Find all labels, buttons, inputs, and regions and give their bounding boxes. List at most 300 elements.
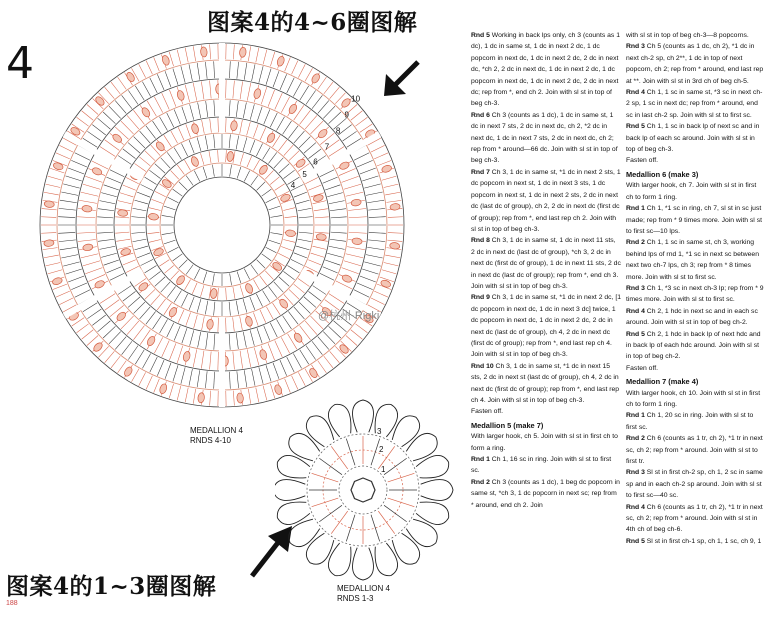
stitch-mark (66, 269, 82, 274)
stitch-mark (281, 337, 289, 353)
stitch-mark (128, 143, 140, 154)
stitch-mark (294, 284, 305, 293)
stitch-mark (141, 259, 154, 265)
stitch-mark (360, 276, 376, 282)
stitch-mark (189, 369, 192, 386)
stitch-mark (384, 505, 407, 521)
stitch-mark (357, 160, 373, 167)
stitch-mark (288, 311, 298, 324)
stitch-mark (205, 371, 207, 388)
stitch-mark (179, 260, 187, 268)
stitch-mark (97, 217, 113, 218)
stitch-mark (329, 326, 341, 338)
instruction-line: Fasten off. (471, 408, 503, 416)
popcorn-stitch-mark (338, 343, 350, 355)
stitch-mark (133, 326, 144, 340)
stitch-mark (174, 290, 181, 302)
stitch-mark (330, 87, 340, 98)
round-number-label: 2 (379, 445, 384, 454)
stitch-mark (355, 324, 367, 333)
stitch-mark (194, 171, 199, 182)
stitch-mark (148, 232, 160, 233)
stitch-mark (154, 379, 160, 393)
stitch-mark (298, 279, 309, 287)
popcorn-stitch-mark (155, 140, 166, 152)
round-text: Working in back lps only, ch 3 (counts as 1 dc), 1 dc in same st, 1 dc in next 2 dc, 1 dc popcorn in next dc, 1 dc in next 2 dc, 2 dc in next dc, *ch 2, 2 dc in next dc, 1 dc in next 2 dc, 1 dc popcorn in next dc, 1 dc in next 2 dc, 2 dc in next dc; rep from *, end ch 2. Join with sl st in top of beg ch-3. (471, 32, 620, 108)
stitch-mark (324, 82, 333, 94)
stitch-mark (79, 200, 97, 203)
stitch-mark (229, 302, 230, 316)
stitch-mark (123, 149, 136, 159)
stitch-mark (366, 192, 383, 195)
stitch-mark (240, 351, 243, 369)
stitch-mark (257, 182, 265, 190)
stitch-mark (186, 265, 193, 275)
round-text: Ch 2, 1 hdc in next sc and in each sc around. Join with sl st in top of beg ch-2. (626, 307, 758, 327)
stitch-mark (260, 310, 266, 323)
stitch-mark (154, 57, 160, 71)
stitch-mark (44, 192, 59, 195)
stitch-mark (331, 446, 347, 469)
stitch-mark (127, 321, 139, 335)
stitch-mark (98, 239, 114, 241)
stitch-mark (237, 167, 241, 178)
popcorn-stitch-mark (390, 203, 401, 210)
stitch-mark (236, 136, 239, 150)
stitch-mark (205, 62, 207, 79)
stitch-mark (118, 201, 132, 204)
stitch-mark (270, 52, 274, 66)
stitch-mark (174, 148, 181, 160)
round-label: Rnd 10 (471, 362, 494, 370)
stitch-mark (68, 276, 84, 282)
stitch-mark (364, 262, 380, 266)
stitch-mark (268, 286, 276, 297)
stitch-mark (279, 164, 289, 173)
stitch-mark (149, 208, 161, 211)
stitch-mark (268, 90, 275, 107)
round-label: Rnd 5 (626, 537, 645, 545)
stitch-mark (104, 260, 119, 265)
stitch-mark (253, 313, 258, 326)
stitch-mark (105, 300, 120, 311)
stitch-mark (185, 48, 188, 63)
stitch-mark (137, 253, 150, 258)
round-instruction (471, 477, 621, 511)
popcorn-stitch-mark (123, 366, 134, 378)
round-text: Sl st in first ch-2 sp, ch 1, 2 sc in same sp and in each ch-2 sp around. Join with sl st to first sc—40 sc. (626, 469, 763, 500)
stitch-mark (274, 282, 283, 292)
stitch-mark (165, 363, 171, 379)
stitch-mark (374, 291, 388, 297)
stitch-mark (162, 93, 169, 109)
stitch-mark (161, 282, 170, 292)
stitch-mark (237, 371, 239, 388)
stitch-mark (168, 197, 179, 202)
stitch-mark (48, 270, 62, 274)
stitch-mark (346, 515, 355, 542)
stitch-mark (304, 297, 316, 308)
stitch-mark (256, 144, 262, 157)
stitch-mark (247, 349, 251, 367)
popcorn-stitch-mark (91, 166, 103, 176)
stitch-mark (384, 184, 399, 187)
stitch-mark (318, 361, 327, 373)
stitch-mark (387, 240, 402, 241)
stitch-mark (257, 328, 262, 343)
round-number-label: 10 (351, 94, 361, 104)
stitch-mark (105, 87, 115, 98)
stitch-mark (169, 343, 176, 360)
stitch-mark (41, 217, 56, 218)
stitch-mark (162, 215, 174, 217)
stitch-mark (382, 270, 396, 274)
stitch-mark (145, 177, 157, 184)
stitch-mark (268, 343, 275, 360)
popcorn-stitch-mark (341, 274, 353, 284)
stitch-mark (292, 61, 298, 75)
stitch-mark (368, 208, 385, 210)
stitch-mark (270, 177, 279, 185)
stitch-mark (173, 365, 178, 381)
chain-loop (421, 480, 453, 501)
stitch-mark (160, 319, 168, 333)
stitch-mark (128, 346, 138, 360)
stitch-mark (300, 110, 311, 124)
popcorn-stitch-mark (44, 239, 55, 246)
stitch-mark (342, 268, 359, 274)
section-header: Medallion 6 (make 3) (626, 169, 699, 179)
stitch-mark (85, 176, 102, 182)
stitch-mark (149, 170, 160, 178)
popcorn-stitch-mark (159, 383, 168, 395)
stitch-mark (283, 240, 295, 243)
round-instruction (471, 292, 621, 360)
chain-space-gap (64, 271, 142, 316)
stitch-mark (299, 137, 310, 148)
stitch-mark (280, 74, 287, 90)
stitch-mark (250, 104, 254, 119)
stitch-mark (240, 153, 243, 164)
stitch-mark (146, 61, 152, 75)
stitch-mark (210, 352, 212, 370)
stitch-mark (270, 323, 277, 337)
stitch-mark (229, 372, 230, 389)
round-ring (339, 466, 387, 514)
popcorn-stitch-mark (82, 243, 93, 251)
stitch-mark (201, 81, 204, 99)
chain-loop (275, 480, 305, 501)
stitch-mark (256, 48, 259, 63)
stitch-mark (92, 125, 105, 135)
stitch-mark (329, 112, 341, 124)
stitch-mark (367, 200, 384, 203)
stitch-mark (59, 208, 76, 210)
stitch-mark (186, 124, 191, 137)
stitch-mark (273, 71, 279, 87)
stitch-mark (214, 334, 215, 350)
stitch-mark (78, 239, 96, 241)
stitch-mark (260, 276, 267, 286)
stitch-mark (240, 285, 243, 296)
stitch-mark (244, 171, 249, 182)
stitch-mark (142, 354, 150, 369)
stitch-mark (88, 274, 105, 281)
round-text: Ch 3, 1 dc in same st, *1 dc in next 15 sts, 2 dc in next st (last dc of group), ch 4, 2 dc in next dc (first dc of group); rep from *, end last rep ch 4. Join with sl st in top of beg ch-3. (471, 362, 620, 404)
stitch-mark (44, 255, 59, 258)
medallion-rnds-1-3-diagram (275, 392, 455, 587)
stitch-mark (226, 288, 227, 300)
round-instruction (471, 30, 621, 110)
round-number-label: 8 (335, 126, 341, 136)
stitch-mark (197, 63, 200, 80)
stitch-mark (262, 189, 272, 196)
stitch-mark (273, 303, 281, 315)
stitch-mark (104, 185, 119, 190)
stitch-mark (111, 356, 120, 368)
stitch-mark (275, 93, 282, 109)
stitch-mark (312, 95, 322, 108)
stitch-mark (252, 369, 255, 386)
stitch-mark (165, 71, 171, 87)
stitch-mark (203, 167, 207, 178)
stitch-mark (229, 100, 230, 116)
stitch-mark (285, 216, 297, 217)
round-ring (160, 163, 284, 287)
stitch-mark (315, 232, 329, 233)
stitch-mark (244, 269, 249, 280)
popcorn-stitch-mark (176, 90, 185, 101)
stitch-mark (266, 365, 271, 381)
popcorn-stitch-mark (245, 316, 254, 327)
stitch-mark (318, 337, 329, 350)
round-text: Ch 3 (counts as 1 dc), 1 beg dc popcorn in same st, *ch 3, 1 dc popcorn in next sc; rep from * around, end ch 2. Join (471, 478, 620, 509)
stitch-mark (128, 90, 138, 104)
stitch-mark (382, 176, 396, 180)
stitch-mark (92, 315, 105, 325)
stitch-mark (212, 273, 214, 285)
stitch-mark (194, 269, 199, 280)
stitch-mark (266, 247, 277, 252)
stitch-mark (243, 299, 247, 312)
stitch-mark (371, 145, 384, 152)
stitch-mark (275, 341, 282, 357)
popcorn-stitch-mark (182, 351, 191, 362)
stitch-mark (312, 341, 322, 354)
round-text: Ch 6 (counts as 1 tr, ch 2), *1 tr in next sc, ch 2; rep from * around. Join with sl st in 4th ch of beg ch-6. (626, 503, 763, 534)
stitch-mark (135, 350, 144, 364)
stitch-mark (171, 170, 179, 179)
stitch-mark (109, 106, 121, 118)
stitch-mark (77, 232, 95, 233)
stitch-mark (157, 74, 164, 90)
stitch-mark (308, 260, 321, 265)
stitch-mark (331, 217, 347, 218)
stitch-mark (167, 152, 175, 163)
stitch-mark (281, 97, 289, 113)
small-diagram-caption (337, 584, 390, 604)
stitch-mark (233, 352, 235, 370)
popcorn-stitch-mark (278, 298, 289, 310)
stitch-mark (275, 184, 285, 191)
stitch-mark (330, 209, 346, 211)
popcorn-stitch-mark (352, 238, 363, 246)
round-label: Rnd 5 (626, 123, 645, 131)
stitch-mark (230, 273, 232, 285)
stitch-mark (123, 291, 136, 301)
stitch-mark (177, 165, 184, 175)
stitch-mark (229, 134, 230, 148)
stitch-mark (300, 350, 309, 364)
stitch-mark (214, 100, 215, 116)
popcorn-stitch-mark (295, 158, 307, 169)
stitch-mark (61, 192, 78, 195)
section-header: Medallion 5 (make 7) (471, 420, 544, 430)
stitch-mark (115, 232, 129, 233)
stitch-mark (331, 232, 347, 233)
stitch-mark (121, 121, 134, 134)
round-label: Rnd 1 (626, 205, 645, 213)
stitch-mark (287, 357, 294, 372)
stitch-mark (247, 83, 251, 101)
stitch-mark (293, 82, 301, 97)
stitch-mark (262, 254, 272, 261)
stitch-mark (236, 101, 238, 117)
stitch-mark (75, 290, 90, 297)
round-number-label: 7 (324, 142, 330, 152)
stitch-mark (230, 165, 232, 177)
stitch-mark (87, 105, 98, 115)
stitch-mark (233, 287, 235, 299)
section-number: 4 (6, 38, 34, 89)
stitch-mark (269, 240, 280, 244)
stitch-mark (327, 193, 342, 197)
stitch-mark (294, 253, 307, 258)
stitch-mark (268, 152, 276, 163)
stitch-mark (278, 253, 289, 258)
stitch-mark (155, 191, 166, 196)
stitch-mark (308, 291, 321, 301)
stitch-mark (186, 176, 193, 186)
stitch-mark (250, 140, 255, 153)
stitch-mark (283, 170, 294, 178)
stitch-mark (153, 121, 162, 134)
stitch-mark (82, 111, 94, 120)
stitch-mark (164, 240, 175, 244)
round-label: Rnd 5 (471, 32, 490, 39)
stitch-mark (185, 160, 191, 170)
round-instruction (626, 87, 764, 121)
stitch-mark (218, 118, 219, 132)
stitch-mark (165, 265, 174, 273)
stitch-mark (98, 209, 114, 211)
stitch-mark (194, 315, 198, 328)
stitch-mark (237, 272, 241, 283)
stitch-mark (311, 253, 324, 257)
round-instruction (626, 283, 764, 306)
stitch-mark (226, 80, 227, 98)
stitch-mark (318, 101, 329, 114)
stitch-mark (351, 330, 363, 339)
stitch-mark (122, 341, 132, 354)
stitch-mark (263, 148, 270, 160)
round-text: Ch 3, 1 dc in same st, 1 dc in next 11 sts, 2 dc in next dc (last dc of group), *ch 3, 2 dc in next dc (first dc of group), 1 dc in next 11 sts, 2 dc in next dc (last dc of group); rep from *, end ch 3. Join with sl st in top of beg ch-3. (471, 237, 621, 290)
stitch-mark (284, 145, 293, 155)
stitch-mark (298, 372, 305, 385)
popcorn-stitch-mark (161, 55, 170, 67)
stitch-mark (371, 298, 384, 305)
round-label: Rnd 2 (471, 478, 490, 486)
stitch-mark (346, 439, 355, 466)
stitch-mark (134, 200, 147, 204)
stitch-mark (269, 206, 280, 210)
stitch-mark (98, 321, 111, 332)
popcorn-stitch-mark (197, 392, 205, 403)
stitch-mark (254, 348, 259, 365)
popcorn-stitch-mark (338, 161, 350, 171)
stitch-mark (305, 68, 313, 81)
chain-space-gap (64, 134, 142, 179)
stitch-mark (145, 289, 155, 299)
stitch-mark (56, 291, 70, 297)
stitch-mark (259, 66, 263, 82)
stitch-mark (77, 117, 89, 126)
instruction-line: With larger hook, ch 5. Join with sl st in first ch to form a ring. (471, 433, 618, 452)
stitch-mark (77, 324, 89, 333)
stitch-mark (146, 376, 152, 390)
stitch-mark (306, 346, 316, 360)
stitch-mark (323, 267, 338, 273)
stitch-mark (244, 63, 247, 80)
stitch-mark (107, 267, 122, 273)
popcorn-stitch-mark (94, 279, 106, 289)
chain-loop (353, 400, 374, 432)
chain-loop (353, 548, 374, 580)
stitch-mark (229, 61, 230, 78)
stitch-mark (248, 389, 250, 404)
stitch-mark (83, 261, 100, 266)
stitch-mark (296, 246, 309, 250)
stitch-mark (265, 170, 273, 179)
stitch-mark (254, 280, 260, 290)
stitch-mark (164, 206, 175, 210)
stitch-mark (233, 44, 234, 59)
stitch-mark (149, 271, 160, 279)
popcorn-stitch-mark (153, 247, 165, 257)
popcorn-stitch-mark (310, 72, 321, 84)
stitch-mark (131, 217, 145, 218)
popcorn-stitch-mark (175, 274, 186, 286)
stitch-mark (212, 165, 214, 177)
stitch-mark (264, 110, 270, 125)
round-text: Ch 1, 1 sc in back lp of next sc and in back lp of each sc around. Join with sl st in top of beg ch-3. (626, 123, 760, 154)
popcorn-stitch-mark (206, 319, 214, 330)
stitch-mark (226, 118, 227, 132)
round-instruction (471, 167, 621, 235)
stitch-mark (330, 351, 340, 362)
stitch-mark (247, 122, 251, 135)
stitch-mark (214, 61, 215, 78)
stitch-mark (171, 131, 178, 143)
popcorn-stitch-mark (230, 120, 238, 131)
round-text: Ch 6 (counts as 1 tr, ch 2), *1 tr in next sc, ch 2; rep from * around. Join with sl st to first tr. (626, 435, 763, 466)
instructions-column-left (471, 30, 621, 511)
stitch-mark (229, 334, 230, 350)
stitch-mark (299, 302, 310, 313)
stitch-mark (344, 184, 361, 189)
stitch-mark (342, 176, 359, 182)
instruction-line: Fasten off. (626, 364, 658, 372)
